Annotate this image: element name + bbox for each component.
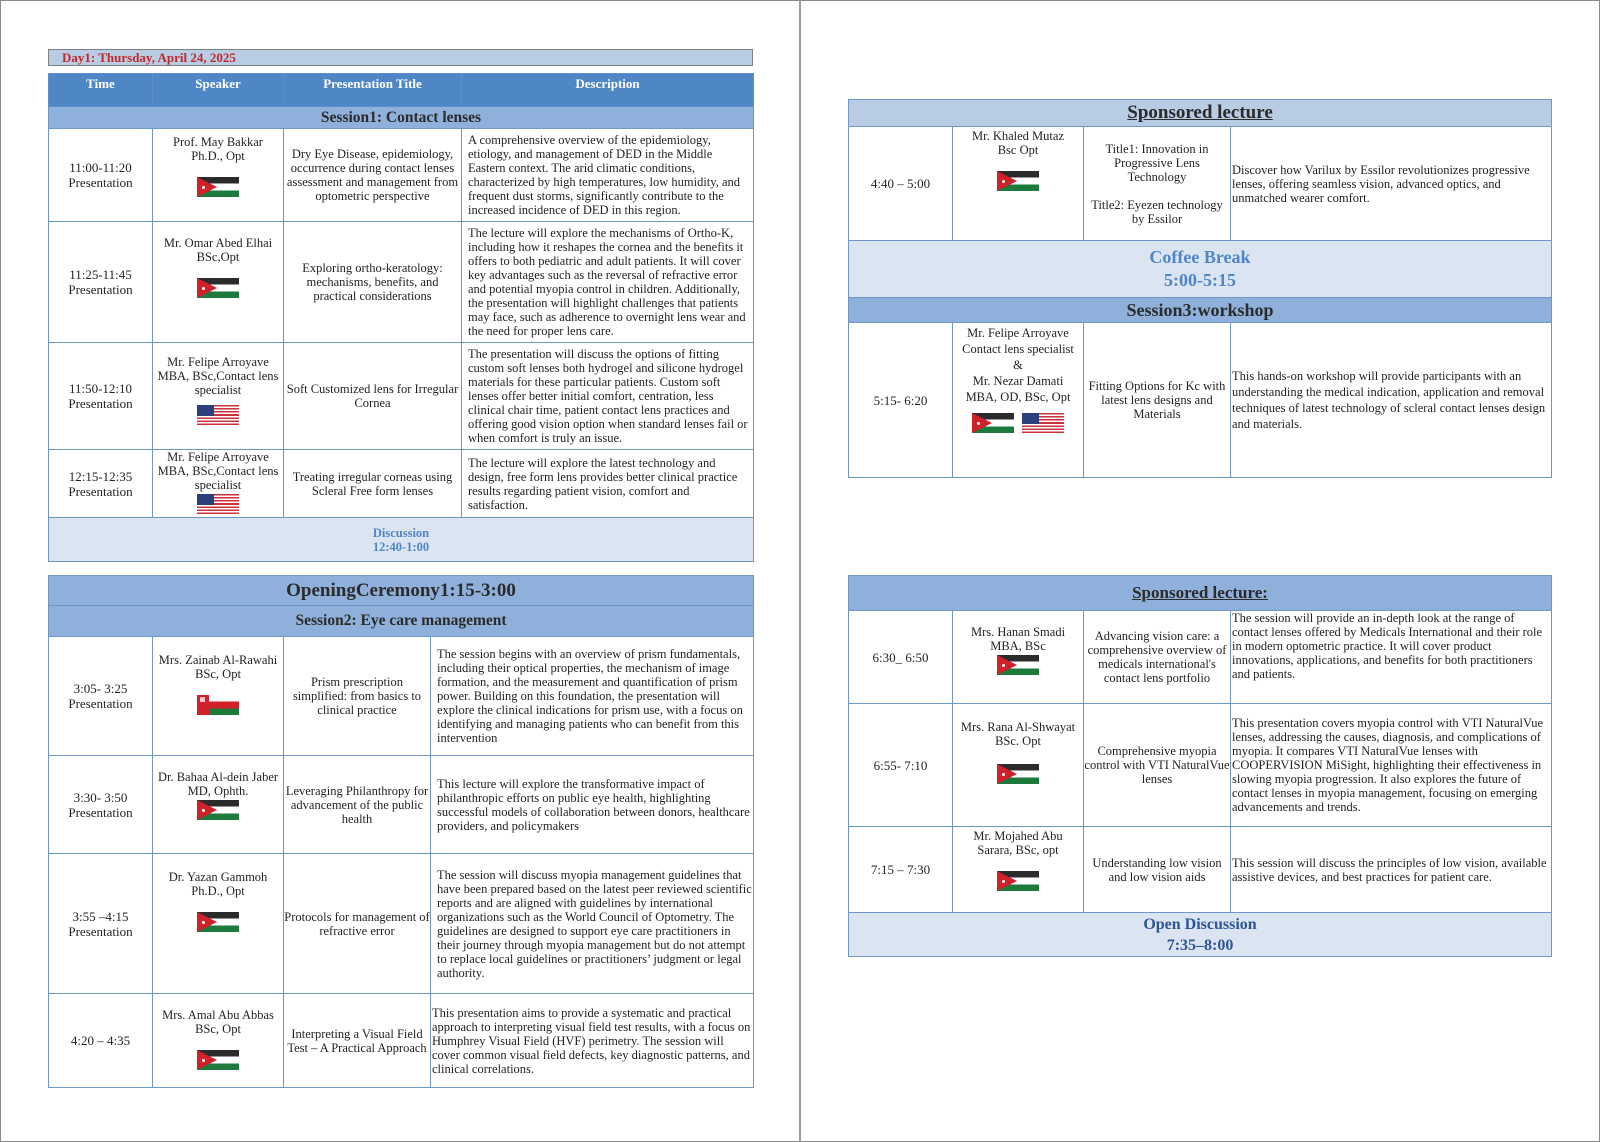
- speaker-cell: Mr. Khaled Mutaz Bsc Opt: [953, 127, 1084, 241]
- speaker-cell: Dr. Yazan Gammoh Ph.D., Opt: [153, 854, 284, 994]
- title-cell: Protocols for management of refractive error: [284, 854, 431, 994]
- time-cell: 11:25-11:45 Presentation: [49, 222, 153, 343]
- speaker-cell: Dr. Bahaa Al-dein Jaber MD, Ophth.: [153, 756, 284, 854]
- description-cell: This presentation aims to provide a systematic and practical approach to interpreting visual field test results, with a focus on Humphrey Visual Field (HVF) perimetry. The session will cover common visual field defects, key diagnostic patterns, and clinical correlations.: [431, 994, 754, 1088]
- coffee-break-label: Coffee Break: [1149, 247, 1251, 267]
- time-cell: 11:00-11:20 Presentation: [49, 129, 153, 222]
- table-row: [49, 222, 754, 343]
- description-cell: The session will provide an in-depth look at the range of contact lenses offered by Medicals International and their role in modern optometric practice. It will cover product innovations, applications, and benefits for both practitioners and patients.: [1231, 611, 1552, 704]
- description-cell: Discover how Varilux by Essilor revolutionizes progressive lenses, offering seamless vision, advanced optics, and unmatched wearer comfort.: [1231, 127, 1552, 241]
- speaker-cell: Mrs. Zainab Al-Rawahi BSc, Opt: [153, 637, 284, 756]
- title-cell: Title1: Innovation in Progressive Lens Technology Title2: Eyezen technology by Essilor: [1084, 127, 1231, 241]
- time-cell: 3:55 –4:15 Presentation: [49, 854, 153, 994]
- session1-table: [48, 73, 754, 562]
- col-description: Description: [462, 74, 754, 107]
- time-cell: 4:40 – 5:00: [849, 127, 953, 241]
- jordan-flag-icon: [197, 912, 239, 932]
- speaker-cell: Prof. May Bakkar Ph.D., Opt: [153, 129, 284, 222]
- coffee-break-time: 5:00-5:15: [1164, 270, 1236, 290]
- time-cell: 3:30- 3:50 Presentation: [49, 756, 153, 854]
- jordan-flag-icon: [997, 871, 1039, 891]
- title-cell: Interpreting a Visual Field Test – A Practical Approach: [284, 994, 431, 1088]
- sponsored-title: Sponsored lecture:: [849, 576, 1552, 611]
- description-cell: This lecture will explore the transformative impact of philanthropic efforts on public eye health, highlighting successful models of collaboration between donors, healthcare providers, and policymakers: [431, 756, 754, 854]
- title-cell: Dry Eye Disease, epidemiology, occurrence during contact lenses assessment and management from optometric perspective: [284, 129, 462, 222]
- title-cell: Soft Customized lens for Irregular Cornea: [284, 343, 462, 450]
- table-row: [49, 994, 754, 1088]
- description-cell: The session begins with an overview of prism fundamentals, including their optical properties, the mechanism of image formation, and the measurement and quantification of prism power. Building on this foundation, the presentation will explore the clinical indications for prism use, with a focus on identifying and managing patients who can benefit from this intervention: [431, 637, 754, 756]
- jordan-flag-icon: [972, 413, 1014, 433]
- open-discussion-row: [849, 913, 1552, 957]
- jordan-flag-icon: [197, 800, 239, 820]
- description-cell: This session will discuss the principles of low vision, available assistive devices, and best practices for patient care.: [1231, 827, 1552, 913]
- jordan-flag-icon: [997, 655, 1039, 675]
- description-cell: The lecture will explore the mechanisms of Ortho-K, including how it reshapes the cornea and the benefits it offers to both pediatric and adult patients. It will cover key advantages such as the reversal of refractive error and potential myopia control in children. Additionally, the presentation will highlight challenges that patients may face, such as adherence to overnight lens wear and the need for proper lens care.: [462, 222, 754, 343]
- coffee-break-row: [849, 241, 1552, 298]
- usa-flag-icon: [197, 405, 239, 425]
- title-cell: Advancing vision care: a comprehensive overview of medicals international's contact lens portfolio: [1084, 611, 1231, 704]
- usa-flag-icon: [197, 494, 239, 514]
- speaker-cell: Mr. Mojahed Abu Sarara, BSc, opt: [953, 827, 1084, 913]
- session-title: Session1: Contact lenses: [49, 107, 754, 129]
- jordan-flag-icon: [997, 171, 1039, 191]
- sponsored-title: Sponsored lecture: [849, 100, 1552, 127]
- title-cell: Exploring ortho-keratology: mechanisms, benefits, and practical considerations: [284, 222, 462, 343]
- jordan-flag-icon: [197, 177, 239, 197]
- col-title: Presentation Title: [284, 74, 462, 107]
- speaker-cell: Mr. Felipe Arroyave Contact lens specialist & Mr. Nezar Damati MBA, OD, BSc, Opt: [953, 323, 1084, 478]
- table-row: [849, 323, 1552, 478]
- session-title: Session2: Eye care management: [49, 606, 754, 637]
- speaker-cell: Mrs. Rana Al-Shwayat BSc. Opt: [953, 704, 1084, 827]
- description-cell: The session will discuss myopia management guidelines that have been prepared based on the latest peer reviewed scientific reports and are aligned with guidelines by international organizations such as the World Council of Optometry. The guidelines are designed to support eye care practitioners in their journey through myopia management but do not attempt to replace local guidelines or practitioners’ judgment or legal authority.: [431, 854, 754, 994]
- time-cell: 11:50-12:10 Presentation: [49, 343, 153, 450]
- description-cell: A comprehensive overview of the epidemiology, etiology, and management of DED in the Middle Eastern context. The arid climatic conditions, characterized by high temperatures, low humidity, and frequent dust storms, significantly contribute to the increased incidence of DED in this region.: [462, 129, 754, 222]
- table-row: [49, 637, 754, 756]
- oman-flag-icon: [197, 695, 239, 715]
- title-cell: Comprehensive myopia control with VTI NaturalVue lenses: [1084, 704, 1231, 827]
- page-divider: [799, 0, 801, 1142]
- title-cell: Treating irregular corneas using Scleral Free form lenses: [284, 450, 462, 518]
- table-row: [849, 704, 1552, 827]
- title-cell: Prism prescription simplified: from basics to clinical practice: [284, 637, 431, 756]
- time-cell: 6:30_ 6:50: [849, 611, 953, 704]
- speaker-cell: Mr. Omar Abed Elhai BSc,Opt: [153, 222, 284, 343]
- table-row: [849, 827, 1552, 913]
- time-cell: 7:15 – 7:30: [849, 827, 953, 913]
- title-cell: Leveraging Philanthropy for advancement of the public health: [284, 756, 431, 854]
- session2-table: [48, 575, 754, 1088]
- table-row: [849, 611, 1552, 704]
- sponsored1-table: [848, 99, 1552, 478]
- table-row: [49, 854, 754, 994]
- jordan-flag-icon: [197, 1050, 239, 1070]
- speaker-cell: Mr. Felipe Arroyave MBA, BSc,Contact lens specialist: [153, 450, 284, 518]
- title-cell: Fitting Options for Kc with latest lens designs and Materials: [1084, 323, 1231, 478]
- time-cell: 12:15-12:35 Presentation: [49, 450, 153, 518]
- speaker-cell: Mrs. Amal Abu Abbas BSc, Opt: [153, 994, 284, 1088]
- table-row: [49, 756, 754, 854]
- session-title: Session3:workshop: [849, 298, 1552, 323]
- usa-flag-icon: [1022, 413, 1064, 433]
- day-title: Day1: Thursday, April 24, 2025: [48, 49, 753, 66]
- ceremony-row: [49, 576, 754, 606]
- open-discussion-time: 7:35–8:00: [1166, 936, 1234, 954]
- col-speaker: Speaker: [153, 74, 284, 107]
- session-header: [49, 107, 754, 129]
- sponsored-header: [849, 100, 1552, 127]
- time-cell: 3:05- 3:25 Presentation: [49, 637, 153, 756]
- jordan-flag-icon: [197, 278, 239, 298]
- speaker-cell: Mr. Felipe Arroyave MBA, BSc,Contact lens specialist: [153, 343, 284, 450]
- table-row: [49, 450, 754, 518]
- sponsored-header: [849, 576, 1552, 611]
- open-discussion-label: Open Discussion: [1143, 915, 1257, 933]
- table-row: [49, 343, 754, 450]
- description-cell: This presentation covers myopia control with VTI NaturalVue lenses, addressing the causes, diagnosis, and complications of myopia. It compares VTI NaturalVue lenses with COOPERVISION MiSight, highlighting their effectiveness in slowing myopia progression. It also explores the future of contact lenses in myopia management, focusing on emerging advancements and trends.: [1231, 704, 1552, 827]
- table-row: [49, 129, 754, 222]
- speaker-cell: Mrs. Hanan Smadi MBA, BSc: [953, 611, 1084, 704]
- title-cell: Understanding low vision and low vision aids: [1084, 827, 1231, 913]
- col-time: Time: [49, 74, 153, 107]
- time-cell: 5:15- 6:20: [849, 323, 953, 478]
- opening-ceremony: OpeningCeremony1:15-3:00: [49, 576, 754, 606]
- description-cell: The lecture will explore the latest technology and design, free form lens provides better clinical practice results regarding patient vision, comfort and satisfaction.: [462, 450, 754, 518]
- discussion-time: 12:40-1:00: [372, 539, 430, 554]
- table-row: [849, 127, 1552, 241]
- description-cell: The presentation will discuss the options of fitting custom soft lenses both hydrogel and silicone hydrogel materials for these particular patients. Custom soft lenses offer better initial comfort, centration, less clinical chair time, patient contact lens practices and offering good vision option when standard lenses fail or when comfort is truly an issue.: [462, 343, 754, 450]
- header-row: [49, 74, 754, 107]
- discussion-row: [49, 518, 754, 562]
- discussion-label: Discussion: [372, 525, 430, 540]
- time-cell: 6:55- 7:10: [849, 704, 953, 827]
- jordan-flag-icon: [997, 764, 1039, 784]
- session-header: [49, 606, 754, 637]
- session-header: [849, 298, 1552, 323]
- description-cell: This hands-on workshop will provide participants with an understanding the medical indication, application and removal techniques of latest technology of scleral contact lenses design and materials.: [1231, 323, 1552, 478]
- time-cell: 4:20 – 4:35: [49, 994, 153, 1088]
- sponsored2-table: [848, 575, 1552, 957]
